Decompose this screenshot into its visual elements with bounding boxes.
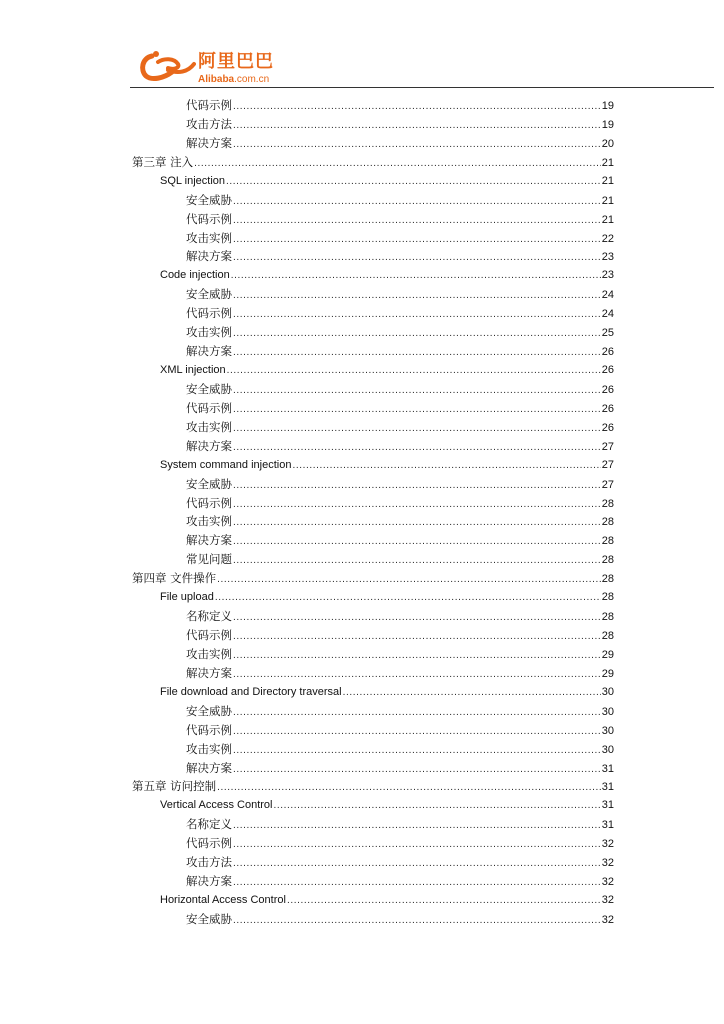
toc-entry-page-number: 28 [601, 516, 614, 528]
logo-chinese-text: 阿里巴巴 [198, 51, 274, 72]
toc-entry[interactable] [186, 342, 614, 360]
toc-entry-title: 第三章 注入 [132, 155, 194, 169]
toc-entry-title: 解决方案 [186, 439, 232, 453]
toc-entry-title: 代码示例 [186, 212, 232, 226]
toc-entry-title: 代码示例 [186, 496, 232, 510]
toc-entry-title: 第五章 访问控制 [132, 779, 217, 793]
toc-entry-title: System command injection [160, 459, 292, 471]
toc-entry[interactable] [186, 285, 614, 303]
toc-entry-page-number: 32 [601, 857, 614, 869]
toc-entry-title: 攻击实例 [186, 514, 232, 528]
toc-entry-page-number: 26 [601, 422, 614, 434]
logo-brand: Alibaba [198, 74, 235, 85]
toc-entry[interactable] [186, 815, 614, 833]
toc-entry[interactable] [186, 115, 614, 133]
toc-entry-page-number: 28 [601, 611, 614, 623]
toc-entry-page-number: 32 [601, 838, 614, 850]
toc-entry-page-number: 32 [601, 914, 614, 926]
toc-entry-page-number: 21 [601, 214, 614, 226]
toc-dot-leader [233, 647, 601, 665]
toc-entry[interactable] [186, 323, 614, 341]
toc-entry-title: 代码示例 [186, 628, 232, 642]
toc-entry-page-number: 32 [601, 894, 614, 906]
toc-dot-leader [233, 514, 601, 532]
toc-entry[interactable] [160, 588, 614, 606]
toc-dot-leader [233, 912, 601, 930]
alibaba-logo [138, 48, 288, 88]
toc-entry-page-number: 24 [601, 289, 614, 301]
toc-entry[interactable] [186, 550, 614, 568]
toc-dot-leader [233, 723, 601, 741]
toc-dot-leader [233, 742, 601, 760]
toc-entry-page-number: 20 [601, 138, 614, 150]
toc-entry-page-number: 28 [601, 498, 614, 510]
toc-dot-leader [233, 382, 601, 400]
toc-entry[interactable] [160, 361, 614, 379]
toc-entry-page-number: 23 [601, 251, 614, 263]
toc-dot-leader [226, 173, 601, 191]
toc-entry[interactable] [186, 437, 614, 455]
toc-entry-title: 解决方案 [186, 533, 232, 547]
toc-entry-page-number: 27 [601, 479, 614, 491]
toc-entry-title: XML injection [160, 364, 226, 376]
toc-entry-title: 攻击实例 [186, 231, 232, 245]
toc-entry[interactable] [186, 910, 614, 928]
toc-entry[interactable] [186, 607, 614, 625]
toc-dot-leader [231, 267, 601, 285]
toc-entry-title: 攻击实例 [186, 742, 232, 756]
toc-entry[interactable] [186, 834, 614, 852]
toc-dot-leader [233, 193, 601, 211]
toc-dot-leader [233, 666, 601, 684]
toc-entry[interactable] [186, 399, 614, 417]
toc-entry[interactable] [186, 380, 614, 398]
toc-dot-leader [233, 287, 601, 305]
toc-entry-title: 安全威胁 [186, 193, 232, 207]
toc-entry-title: 代码示例 [186, 401, 232, 415]
toc-entry[interactable] [186, 512, 614, 530]
toc-entry[interactable] [186, 475, 614, 493]
toc-dot-leader [233, 98, 601, 116]
toc-entry[interactable] [186, 494, 614, 512]
toc-entry-title: 安全威胁 [186, 477, 232, 491]
toc-dot-leader [233, 609, 601, 627]
toc-entry-page-number: 23 [601, 269, 614, 281]
toc-dot-leader [215, 589, 601, 607]
toc-entry-page-number: 21 [601, 157, 614, 169]
toc-entry-page-number: 21 [601, 195, 614, 207]
toc-entry-title: Vertical Access Control [160, 799, 273, 811]
toc-entry[interactable] [186, 418, 614, 436]
toc-dot-leader [287, 892, 601, 910]
header-divider [130, 87, 714, 88]
toc-entry-title: 攻击实例 [186, 647, 232, 661]
toc-entry-page-number: 19 [601, 100, 614, 112]
toc-dot-leader [227, 362, 601, 380]
toc-entry-title: 攻击方法 [186, 855, 232, 869]
toc-dot-leader [233, 212, 601, 230]
toc-entry-page-number: 31 [601, 799, 614, 811]
toc-entry[interactable] [132, 569, 614, 587]
toc-entry-title: 安全威胁 [186, 912, 232, 926]
toc-entry[interactable] [132, 153, 614, 171]
toc-entry[interactable] [186, 229, 614, 247]
toc-entry-page-number: 30 [601, 744, 614, 756]
toc-dot-leader [343, 684, 601, 702]
toc-entry[interactable] [160, 456, 614, 474]
logo-english-text [198, 74, 269, 86]
toc-entry[interactable] [132, 777, 614, 795]
toc-entry-page-number: 26 [601, 364, 614, 376]
toc-dot-leader [233, 325, 601, 343]
toc-entry-page-number: 28 [601, 573, 614, 585]
toc-entry-page-number: 21 [601, 175, 614, 187]
toc-entry-page-number: 32 [601, 876, 614, 888]
toc-dot-leader [194, 155, 601, 173]
toc-entry-title: 代码示例 [186, 306, 232, 320]
toc-entry-title: SQL injection [160, 175, 226, 187]
toc-entry-title: 解决方案 [186, 136, 232, 150]
toc-entry-title: 解决方案 [186, 874, 232, 888]
toc-entry[interactable] [160, 796, 614, 814]
toc-entry-page-number: 28 [601, 591, 614, 603]
toc-dot-leader [233, 136, 601, 154]
toc-entry-title: 代码示例 [186, 723, 232, 737]
toc-entry-page-number: 31 [601, 763, 614, 775]
toc-entry[interactable] [186, 872, 614, 890]
toc-entry-title: File upload [160, 591, 214, 603]
toc-entry-page-number: 27 [601, 441, 614, 453]
toc-entry[interactable] [186, 191, 614, 209]
toc-entry-page-number: 26 [601, 384, 614, 396]
toc-entry[interactable] [160, 683, 614, 701]
toc-entry-title: 名称定义 [186, 609, 232, 623]
toc-entry-page-number: 31 [601, 819, 614, 831]
toc-entry-title: 解决方案 [186, 666, 232, 680]
toc-dot-leader [233, 477, 601, 495]
toc-dot-leader [233, 306, 601, 324]
toc-entry[interactable] [186, 626, 614, 644]
toc-entry-title: 攻击实例 [186, 420, 232, 434]
toc-dot-leader [233, 855, 601, 873]
logo-domain: .com.cn [234, 74, 270, 85]
toc-entry[interactable] [186, 759, 614, 777]
toc-entry[interactable] [186, 210, 614, 228]
toc-entry[interactable] [186, 304, 614, 322]
toc-entry-page-number: 30 [601, 725, 614, 737]
toc-entry[interactable] [186, 247, 614, 265]
toc-entry-title: 代码示例 [186, 836, 232, 850]
toc-entry-page-number: 30 [601, 686, 614, 698]
toc-entry-page-number: 28 [601, 630, 614, 642]
toc-entry[interactable] [186, 702, 614, 720]
toc-dot-leader [233, 552, 601, 570]
toc-dot-leader [292, 457, 600, 475]
toc-dot-leader [233, 836, 601, 854]
toc-dot-leader [233, 874, 601, 892]
toc-entry-title: 代码示例 [186, 98, 232, 112]
toc-entry-title: Code injection [160, 269, 230, 281]
toc-entry-title: 攻击实例 [186, 325, 232, 339]
toc-entry-page-number: 25 [601, 327, 614, 339]
toc-entry-title: 安全威胁 [186, 382, 232, 396]
toc-entry-title: 解决方案 [186, 761, 232, 775]
toc-dot-leader [233, 117, 601, 135]
toc-entry-page-number: 19 [601, 119, 614, 131]
toc-dot-leader [233, 817, 601, 835]
toc-entry[interactable] [160, 891, 614, 909]
toc-dot-leader [233, 533, 601, 551]
toc-dot-leader [274, 797, 601, 815]
toc-entry-page-number: 26 [601, 403, 614, 415]
toc-entry[interactable] [186, 531, 614, 549]
toc-entry-title: 第四章 文件操作 [132, 571, 217, 585]
toc-entry-title: Horizontal Access Control [160, 894, 286, 906]
toc-entry[interactable] [186, 664, 614, 682]
toc-entry-title: File download and Directory traversal [160, 686, 342, 698]
toc-entry-page-number: 27 [601, 459, 614, 471]
toc-entry-title: 常见问题 [186, 552, 232, 566]
toc-entry-title: 安全威胁 [186, 704, 232, 718]
toc-entry[interactable] [186, 96, 614, 114]
toc-dot-leader [233, 628, 601, 646]
toc-entry-page-number: 30 [601, 706, 614, 718]
toc-entry-page-number: 28 [601, 535, 614, 547]
toc-entry-page-number: 29 [601, 649, 614, 661]
toc-entry-page-number: 22 [601, 233, 614, 245]
toc-dot-leader [233, 420, 601, 438]
toc-entry[interactable] [186, 645, 614, 663]
toc-entry-page-number: 31 [601, 781, 614, 793]
toc-entry-page-number: 28 [601, 554, 614, 566]
toc-entry[interactable] [186, 134, 614, 152]
toc-dot-leader [217, 779, 601, 797]
toc-entry-title: 安全威胁 [186, 287, 232, 301]
toc-entry[interactable] [160, 172, 614, 190]
toc-entry-title: 名称定义 [186, 817, 232, 831]
toc-entry-title: 解决方案 [186, 249, 232, 263]
toc-entry-page-number: 29 [601, 668, 614, 680]
toc-dot-leader [233, 344, 601, 362]
toc-dot-leader [233, 704, 601, 722]
toc-dot-leader [217, 571, 601, 589]
toc-entry[interactable] [186, 721, 614, 739]
toc-dot-leader [233, 401, 601, 419]
page-header [0, 0, 724, 90]
toc-entry-page-number: 24 [601, 308, 614, 320]
toc-entry[interactable] [160, 266, 614, 284]
toc-dot-leader [233, 249, 601, 267]
toc-entry-title: 攻击方法 [186, 117, 232, 131]
alibaba-smile-icon [138, 48, 196, 84]
toc-entry-page-number: 26 [601, 346, 614, 358]
toc-entry[interactable] [186, 740, 614, 758]
toc-entry-title: 解决方案 [186, 344, 232, 358]
toc-dot-leader [233, 439, 601, 457]
toc-entry[interactable] [186, 853, 614, 871]
